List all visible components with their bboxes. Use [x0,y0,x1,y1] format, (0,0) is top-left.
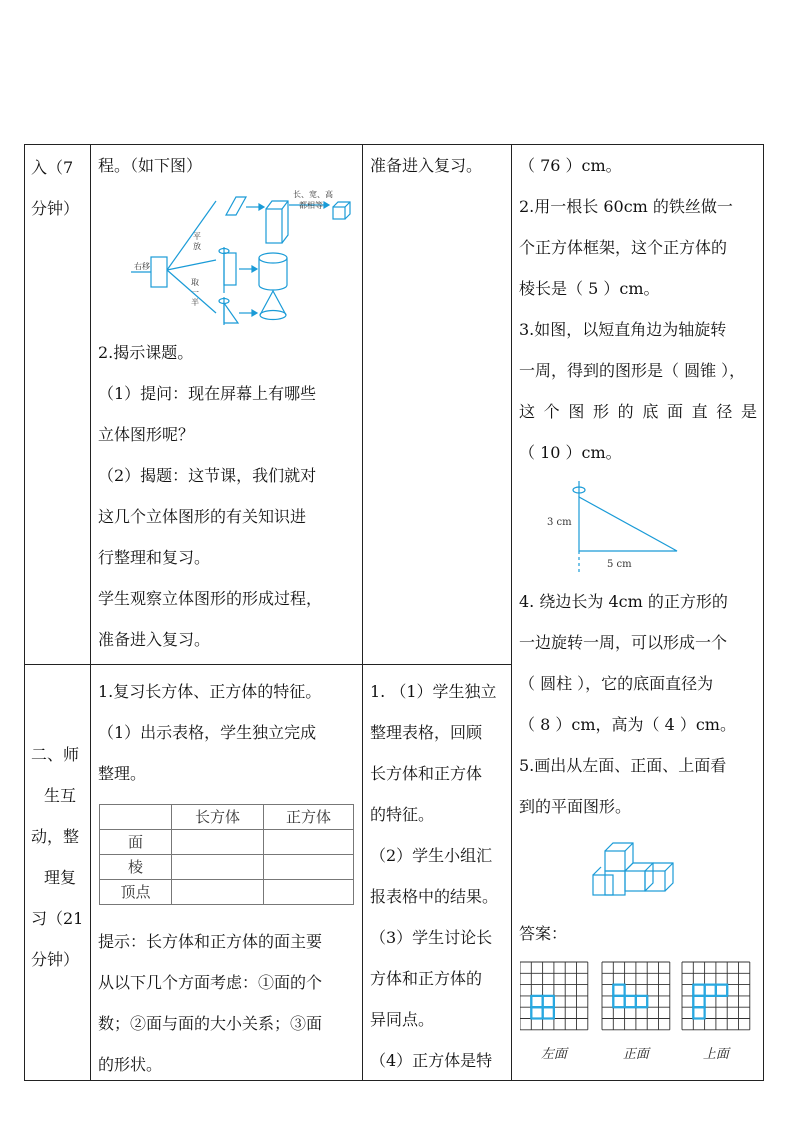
highlighted-cell [693,985,704,996]
take-half-label: 半 [191,298,199,307]
highlighted-cell [693,985,704,996]
grid-caption: 正面 [622,1047,649,1062]
highlighted-cell [531,1007,542,1018]
equal-edges-label: 长、宽、高 [293,190,333,199]
grid-caption: 左面 [540,1047,567,1062]
answer-grid [682,962,750,1062]
table-header-cube: 正方体 [264,805,354,830]
equal-edges-label: 都相等 [299,201,323,210]
lesson-table [24,144,764,1081]
highlighted-cell [693,996,704,1007]
highlighted-cell [613,996,624,1007]
triangle-rotation-figure [543,477,713,577]
cylinder-icon [259,253,287,290]
exercise-questions-continued: 4. 绕边长为 4cm 的正方形的 一边旋转一周，可以形成一个 （ 圆柱 ），它的底面直径为 （ 8 ）cm，高为（ 4 ）cm。 5.画出从左面、正面、上面看 到的平面图形。 [519,592,736,816]
highlighted-cell [705,985,716,996]
cube-stack-figure [591,839,691,899]
highlighted-cell [613,985,624,996]
highlighted-cell [693,1007,704,1018]
answer-grids [520,960,756,1070]
flat-move-label: 放 [193,242,201,251]
solids-formation-diagram [121,185,351,325]
row-label-edges: 棱 [100,855,172,880]
table-cell [264,855,354,880]
answer-label: 答案： [519,924,568,943]
cone-icon [260,291,286,320]
highlighted-cell [636,996,647,1007]
highlighted-cell [636,996,647,1007]
take-half-label: 取 [191,278,199,287]
table-cell [172,880,264,905]
table-row [100,855,354,880]
highlighted-cell [613,985,624,996]
table-cell [264,830,354,855]
row-label-vertices: 顶点 [100,880,172,905]
highlighted-cell [543,1007,554,1018]
cuboid-icon [266,201,288,243]
side-b-label: 5 cm [607,559,632,570]
highlighted-cell [531,996,542,1007]
table-cell [264,880,354,905]
exercise-questions: （ 76 ）cm。 2.用一根长 60cm 的铁丝做一 个正方体框架，这个正方体的 棱长是（ 5 ）cm。 3.如图，以短直角边为轴旋转 一周，得到的图形是（ 圆锥 ）， 这 个 图 形 的 底 面 直 径 是 （ 10 ）cm。 [519,156,757,462]
highlighted-cell [543,996,554,1007]
row-divider [25,664,511,665]
highlighted-cell [625,996,636,1007]
row-label-faces: 面 [100,830,172,855]
side-a-label: 3 cm [547,517,572,528]
table-cell [172,855,264,880]
highlighted-cell [716,985,727,996]
column-divider [362,145,363,1080]
stage-label-intro: 入（7 分钟） [31,158,80,218]
highlighted-cell [531,996,542,1007]
highlighted-cell [625,996,636,1007]
table-header-empty [100,805,172,830]
highlighted-cell [531,1007,542,1018]
answer-grid [520,962,588,1062]
teacher-activity-intro: 程。（如下图） [98,156,203,175]
hint-text: 提示：长方体和正方体的面主要 从以下几个方面考虑：①面的个 数；②面与面的大小关系；③面 的形状。 [98,932,323,1074]
column-divider [90,145,91,1080]
stage-label-section2: 二、师 生互 动，整 理复 习（21 分钟） [31,745,84,969]
student-activity-intro: 准备进入复习。 [370,156,483,175]
answer-grid [602,962,670,1062]
highlighted-cell [693,1007,704,1018]
student-activity-section2: 1. （1）学生独立 整理表格，回顾 长方体和正方体 的特征。 （2）学生小组汇 报表格中的结果。 （3）学生讨论长 方体和正方体的 异同点。 （4）正方体是特 [370,682,499,1070]
teacher-activity-intro-continued: 2.揭示课题。 （1）提问：现在屏幕上有哪些 立体图形呢？ （2）揭题：这节课，我们就对 这几个立体图形的有关知识进 行整理和复习。 学生观察立体图形的形成过程， 准备进入复习。 [98,343,323,649]
feature-table [99,804,354,905]
highlighted-cell [543,1007,554,1018]
table-header-cuboid: 长方体 [172,805,264,830]
cube-icon [333,202,350,219]
highlighted-cell [613,996,624,1007]
highlighted-cell [705,985,716,996]
take-half-label: 一 [191,288,199,297]
table-row [100,880,354,905]
highlighted-cell [716,985,727,996]
highlighted-cell [543,996,554,1007]
column-divider [511,145,512,1080]
right-move-label: 右移 [134,262,150,271]
rectangle-shape [151,257,167,287]
table-cell [172,830,264,855]
grid-caption: 上面 [702,1047,729,1062]
highlighted-cell [693,996,704,1007]
teacher-activity-section2: 1.复习长方体、正方体的特征。 （1）出示表格，学生独立完成 整理。 [98,682,322,783]
parallelogram-shape [226,197,246,215]
flat-move-label: 平 [193,232,201,241]
table-row [100,830,354,855]
